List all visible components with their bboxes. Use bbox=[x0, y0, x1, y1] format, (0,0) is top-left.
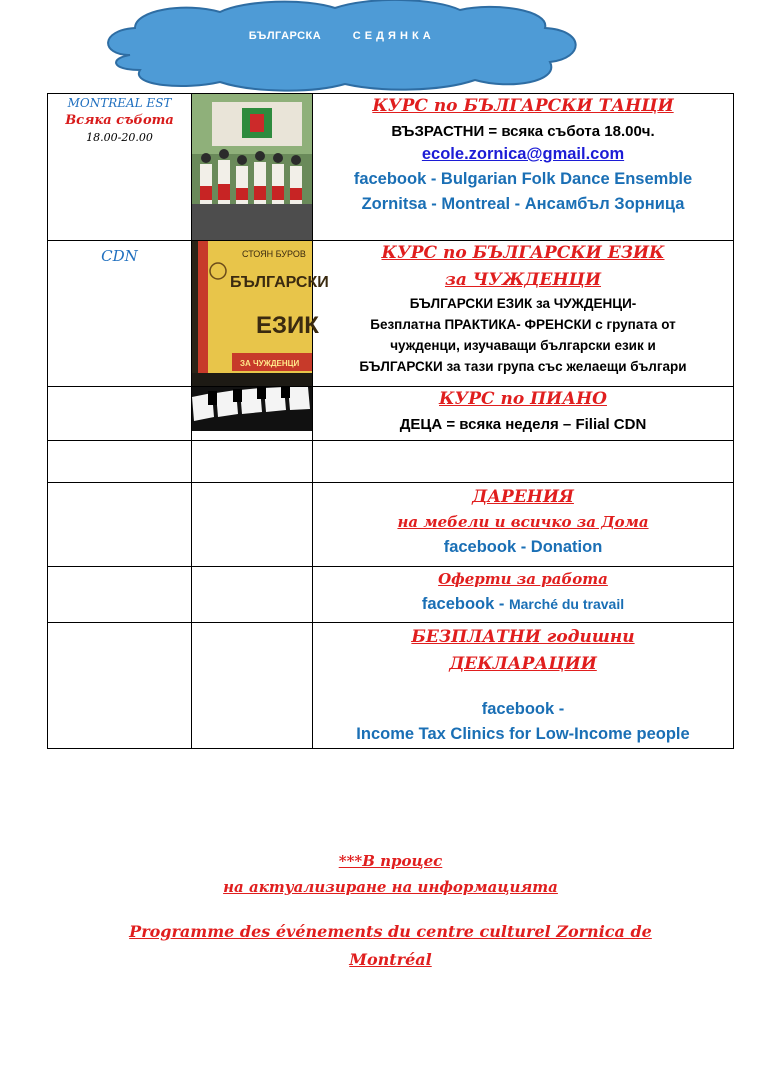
piano-info-cell bbox=[48, 387, 192, 441]
dance-details-cell bbox=[313, 94, 734, 241]
dance-facebook-link[interactable]: facebook - Bulgarian Folk Dance Ensemble bbox=[353, 170, 693, 188]
table-row-donation bbox=[48, 483, 734, 567]
donation-photo-cell bbox=[192, 483, 313, 567]
jobs-facebook-link[interactable] bbox=[313, 592, 733, 617]
textbook-cover-image bbox=[192, 241, 329, 386]
dance-photo-cell bbox=[192, 94, 313, 241]
footer-programme-title: Programme des événements du centre culturel Zornica de bbox=[129, 922, 652, 941]
donation-subtitle: на мебели и всичко за Дома bbox=[397, 513, 649, 531]
dance-email-link[interactable]: ecole.zornica@gmail.com bbox=[421, 145, 625, 163]
empty-cell-1 bbox=[48, 441, 192, 483]
language-course-subtitle: за ЧУЖДЕНЦИ bbox=[444, 270, 602, 290]
tax-details-cell bbox=[313, 623, 734, 749]
table-row-language bbox=[48, 241, 734, 387]
piano-photo-cell bbox=[192, 387, 313, 441]
footer-update-note-2: на актуализиране на информацията bbox=[223, 878, 558, 896]
donation-details-cell bbox=[313, 483, 734, 567]
language-info-cell bbox=[48, 241, 192, 387]
banner-title-left: БЪЛГАРСКА bbox=[248, 30, 322, 42]
donation-facebook-link[interactable]: facebook - Donation bbox=[443, 538, 603, 556]
jobs-details-cell bbox=[313, 567, 734, 623]
table-row-piano bbox=[48, 387, 734, 441]
tax-info-cell bbox=[48, 623, 192, 749]
language-line-2: Безплатна ПРАКТИКА- ФРЕНСКИ с групата от bbox=[370, 317, 676, 332]
jobs-info-cell bbox=[48, 567, 192, 623]
footer-programme-city: Montréal bbox=[349, 950, 432, 969]
tax-title: БЕЗПЛАТНИ годишни bbox=[411, 627, 635, 647]
piano-details-cell bbox=[313, 387, 734, 441]
dance-time: 18.00-20.00 bbox=[86, 131, 153, 144]
program-table bbox=[47, 93, 734, 749]
dance-facebook-link-2[interactable]: Zornitsa - Montreal - Ансамбъл Зорница bbox=[361, 195, 685, 213]
language-line-3: чужденци, изучаващи български език и bbox=[390, 338, 656, 353]
donation-info-cell bbox=[48, 483, 192, 567]
jobs-facebook-name: Marché du travail bbox=[508, 596, 625, 612]
folk-dancers-photo bbox=[192, 94, 312, 240]
language-photo-cell bbox=[192, 241, 329, 387]
banner-title-right: С Е Д Я Н К А bbox=[352, 30, 432, 42]
piano-keys-image bbox=[192, 387, 312, 431]
dance-course-title: КУРС по БЪЛГАРСКИ ТАНЦИ bbox=[372, 96, 674, 116]
donation-title: ДАРЕНИЯ bbox=[472, 487, 574, 507]
dance-day: Всяка събота bbox=[65, 113, 174, 128]
jobs-title: Оферти за работа bbox=[438, 570, 608, 588]
empty-cell-3 bbox=[313, 441, 734, 483]
book-title-text-2: ЕЗИК bbox=[256, 312, 319, 339]
language-location: CDN bbox=[101, 247, 138, 265]
language-course-title: КУРС по БЪЛГАРСКИ ЕЗИК bbox=[381, 243, 665, 263]
dance-location: MONTREAL EST bbox=[67, 96, 172, 110]
jobs-facebook-prefix: facebook - bbox=[421, 595, 509, 613]
table-row-empty bbox=[48, 441, 734, 483]
tax-subtitle: ДЕКЛАРАЦИИ bbox=[449, 654, 597, 674]
footer-update-note: ***В процес bbox=[338, 852, 443, 870]
table-row-tax bbox=[48, 623, 734, 749]
language-line-1: БЪЛГАРСКИ ЕЗИК за ЧУЖДЕНЦИ- bbox=[409, 296, 637, 311]
book-title-text: БЪЛГАРСКИ bbox=[230, 274, 329, 291]
jobs-photo-cell bbox=[192, 567, 313, 623]
table-row-jobs bbox=[48, 567, 734, 623]
footer-notes bbox=[47, 848, 734, 974]
language-line-4: БЪЛГАРСКИ за тази група със желаещи българи bbox=[359, 359, 687, 374]
tax-facebook-link[interactable]: Income Tax Clinics for Low-Income people bbox=[356, 725, 690, 743]
cloud-banner bbox=[90, 0, 590, 90]
piano-schedule: ДЕЦА = всяка неделя – Filial CDN bbox=[399, 416, 647, 433]
table-row-dance bbox=[48, 94, 734, 241]
banner-title bbox=[90, 30, 590, 42]
empty-cell-2 bbox=[192, 441, 313, 483]
language-details-cell bbox=[313, 241, 734, 387]
dance-info-cell bbox=[48, 94, 192, 241]
piano-course-title: КУРС по ПИАНО bbox=[439, 389, 607, 409]
book-author-text: СТОЯН БУРОВ bbox=[242, 249, 306, 259]
book-subtitle-text: ЗА ЧУЖДЕНЦИ bbox=[240, 359, 300, 368]
tax-facebook-label[interactable]: facebook - bbox=[481, 700, 565, 718]
tax-photo-cell bbox=[192, 623, 313, 749]
dance-adults-schedule: ВЪЗРАСТНИ = всяка събота 18.00ч. bbox=[391, 123, 655, 140]
